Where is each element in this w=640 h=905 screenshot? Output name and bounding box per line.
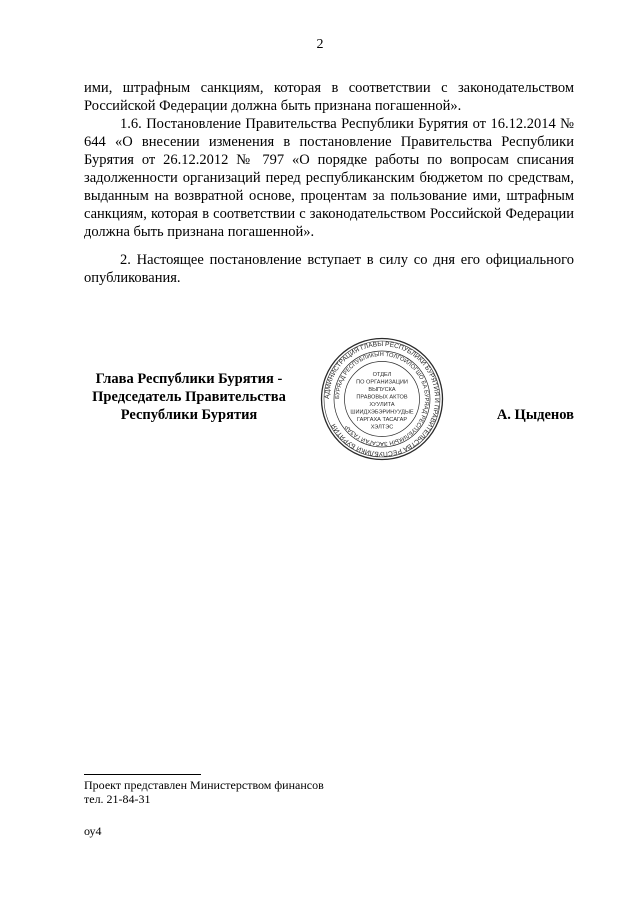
seal-center-line: ШИИДХЭБЭРИНУУДЫЕ xyxy=(350,409,414,416)
signatory-title-line: Глава Республики Бурятия - xyxy=(95,371,283,387)
seal-inner-text: БУРЯАД РЕСПУБЛИКЫН ТОЛГОЙЛОГШО БА БУРЯАД РЕСПУБЛИКЫН ЗАСАГАЙ ГАЗАР xyxy=(334,351,430,447)
seal-graphic xyxy=(320,337,444,461)
signatory-title-line: Республики Бурятия xyxy=(120,407,258,423)
paragraph-item-1-6: 1.6. Постановление Правительства Республики Бурятия от 16.12.2014 № 644 «О внесении изменения в постановление Правительства Республики Бурятия от 26.12.2012 № 797 «О порядке работы по вопросам списания задолженности организаций перед республиканским бюджетом по средствам, выданным на возвратной основе, процентам за пользование ими, штрафным санкциям, которая в соответствии с законодательством Российской Федерации должна быть признана погашенной». xyxy=(84,116,574,240)
seal-center-line: ОТДЕЛ xyxy=(372,372,392,378)
seal-center-line: ХУУЛИТА xyxy=(369,402,395,408)
page-number: 2 xyxy=(316,37,324,52)
seal-center-line: ПРАВОВЫХ АКТОВ xyxy=(356,394,408,401)
footer-note xyxy=(84,778,324,806)
footnote-divider xyxy=(84,774,201,775)
seal-center-line: ГАРГАХА ТАСАГАР xyxy=(356,417,408,423)
document-body xyxy=(84,79,574,241)
signatory-name: А. Цыденов xyxy=(496,407,574,423)
seal-center-line: ПО ОРГАНИЗАЦИИ xyxy=(356,379,408,386)
paragraph-continuation: ими, штрафным санкциям, которая в соответствии с законодательством Российской Федерации должна быть признана погашенной». xyxy=(84,80,574,114)
seal-outer-text: АДМИНИСТРАЦИЯ ГЛАВЫ РЕСПУБЛИКИ БУРЯТИЯ И ПРАВИТЕЛЬСТВА РЕСПУБЛИКИ БУРЯТИЯ xyxy=(323,340,441,458)
document-body-section-2 xyxy=(84,251,574,287)
seal-center-line: ВЫПУСКА xyxy=(368,387,396,393)
footer-author-line: Проект представлен Министерством финансов xyxy=(84,778,324,792)
official-seal xyxy=(320,337,444,461)
signatory-title-line: Председатель Правительства xyxy=(92,389,286,405)
signatory-title xyxy=(84,370,294,424)
footer-code: оу4 xyxy=(84,824,102,838)
footer-phone-line: тел. 21-84-31 xyxy=(84,792,151,806)
paragraph-item-2: 2. Настоящее постановление вступает в силу со дня его официального опубликования. xyxy=(84,252,574,286)
seal-center-line: ХЭЛТЭС xyxy=(370,424,394,431)
